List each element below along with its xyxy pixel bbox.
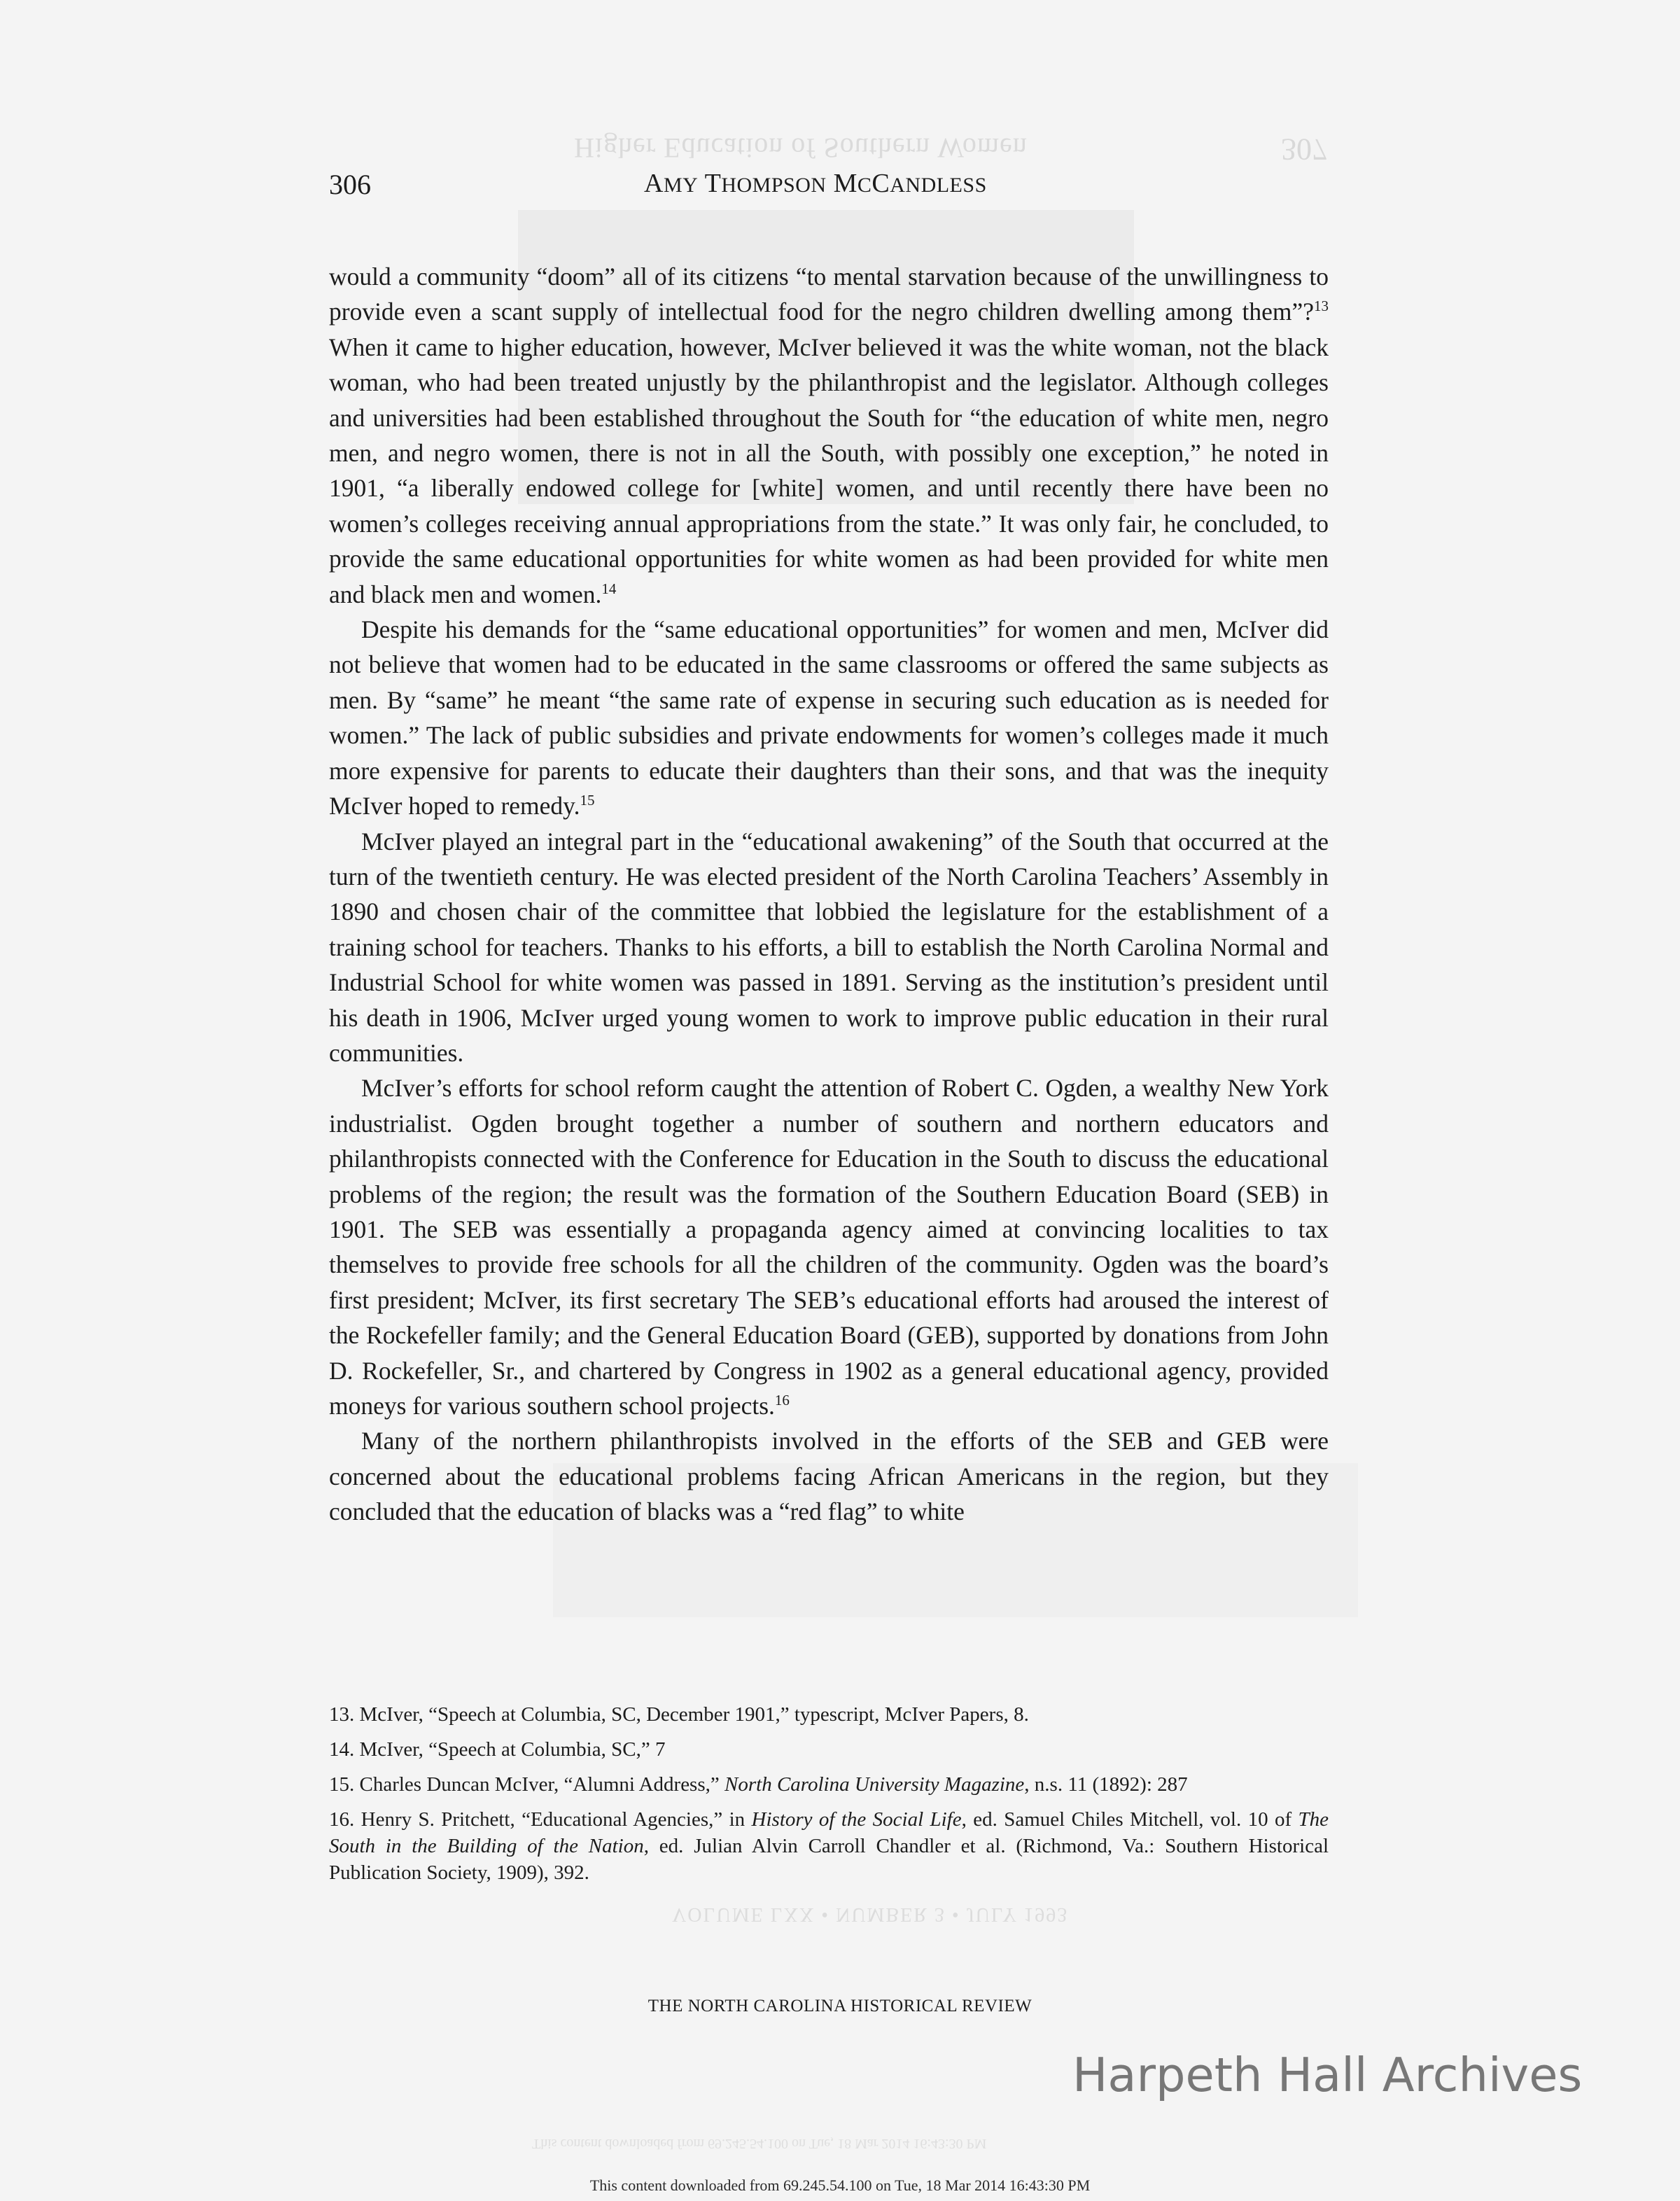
bleedthrough-download-line: This content downloaded from 69.245.54.100 on Tue, 18 Mar 2014 16:43:30 PM	[532, 2136, 987, 2151]
paragraph-4: McIver’s efforts for school reform caught the attention of Robert C. Ogden, a wealthy New York industrialist. Ogden brought together a number of southern and northern educators and philanthropists connected with the Conference for Education in the South to discuss the educational problems of the region; the result was the formation of the Southern Education Board (SEB) in 1901. The SEB was essentially a propaganda agency aimed at convincing localities to tax themselves to provide free schools for all the children of the community. Ogden was the board’s first president; McIver, its first secretary The SEB’s educational efforts had aroused the interest of the Rockefeller family; and the General Education Board (GEB), supported by donations from John D. Rockefeller, Sr., and chartered by Congress in 1902 as a general educational agency, provided moneys for various southern school projects.$^{16}$	[329, 1074, 1329, 1420]
footnote-ref-15[interactable]: 15	[580, 792, 595, 809]
bleedthrough-running-head: Higher Education of Southern Women	[574, 132, 1028, 164]
body-text	[329, 259, 1329, 1530]
paragraph-2: Despite his demands for the “same educational opportunities” for women and men, McIver did not believe that women had to be educated in the same classrooms or offered the same subjects as men. By “same” he meant “the same rate of expense in securing such education as is needed for women.” The lack of public subsidies and private endowments for women’s colleges made it much more expensive for parents to educate their daughters than their sons, and that was the inequity McIver hoped to remedy.$^{15}$	[329, 615, 1329, 820]
archive-watermark: Harpeth Hall Archives	[1072, 2048, 1583, 2102]
page-number: 306	[329, 169, 371, 200]
footnote-ref-16[interactable]: 16	[774, 1392, 790, 1409]
running-head-text: AMY THOMPSON MCCANDLESS	[644, 169, 987, 198]
paragraph-3: McIver played an integral part in the “educational awakening” of the South that occurred at the turn of the twentieth century. He was elected president of the North Carolina Teachers’ Assembly in 1890 and chosen chair of the committee that lobbied the legislature for the establishment of a training school for teachers. Thanks to his efforts, a bill to establish the North Carolina Normal and Industrial School for white women was passed in 1891. Serving as the institution’s president until his death in 1906, McIver urged young women to work to improve public education in their rural communities.	[329, 827, 1329, 1067]
bleedthrough-volume-line: VOLUME LXX • NUMBER 3 • JULY 1993	[672, 1903, 1069, 1925]
download-notice: This content downloaded from 69.245.54.100 on Tue, 18 Mar 2014 16:43:30 PM	[589, 2176, 1091, 2194]
journal-footer: THE NORTH CAROLINA HISTORICAL REVIEW	[648, 1997, 1032, 2015]
footnotes	[329, 1701, 1329, 1894]
footnote-13: 13. McIver, “Speech at Columbia, SC, December 1901,” typescript, McIver Papers, 8.	[329, 1703, 1029, 1726]
footnote-14: 14. McIver, “Speech at Columbia, SC,” 7	[329, 1738, 666, 1761]
footnote-16: 16. Henry S. Pritchett, “Educational Agencies,” in History of the Social Life, ed. Samuel Chiles Mitchell, vol. 10 of The South in the Building of the Nation, ed. Julian Alvin Carroll Chandler et al. (Richmond, Va.: Southern Historical Publication Society, 1909), 392.	[329, 1808, 1329, 1884]
running-head-author	[644, 168, 987, 199]
footnote-15: 15. Charles Duncan McIver, “Alumni Address,” North Carolina University Magazine, n.s. 11 (1892): 287	[329, 1773, 1188, 1796]
bleedthrough-page-number: 307	[1281, 132, 1327, 167]
footnote-ref-13[interactable]: 13	[1314, 298, 1329, 315]
paragraph-5: Many of the northern philanthropists involved in the efforts of the SEB and GEB were concerned about the educational problems facing African Americans in the region, but they concluded that the education of blacks was a “red flag” to white	[329, 1427, 1329, 1526]
footnote-ref-14[interactable]: 14	[601, 580, 617, 597]
paragraph-1: would a community “doom” all of its citizens “to mental starvation because of the unwillingness to provide even a scant supply of intellectual food for the negro children dwelling among them”?$^{13}$ When it came to higher education, however, McIver believed it was the white woman, not the black woman, who had been treated unjustly by the philanthropist and the legislator. Although colleges and universities had been established throughout the South for “the education of white men, negro men, and negro women, there is not in all the South, with possibly one exception,” he noted in 1901, “a liberally endowed college for [white] women, and until recently there have been no women’s colleges receiving annual appropriations from the state.” It was only fair, he concluded, to provide the same educational opportunities for white women as had been provided for white men and black men and women.$^{14}$	[329, 263, 1329, 608]
